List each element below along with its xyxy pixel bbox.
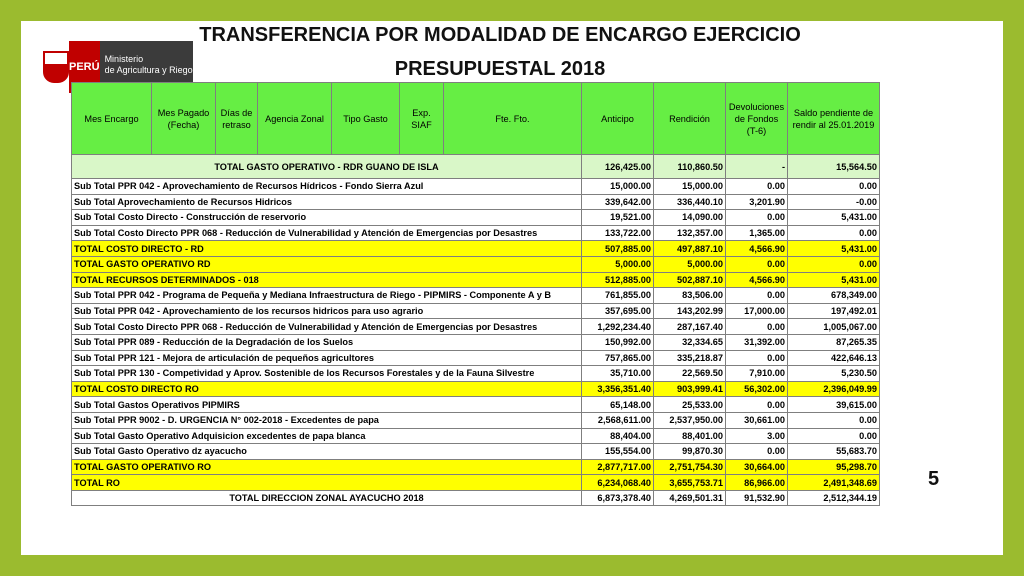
- cell-rendicion: 3,655,753.71: [654, 475, 726, 491]
- cell-devoluciones: 7,910.00: [726, 366, 788, 382]
- row-label: TOTAL GASTO OPERATIVO - RDR GUANO DE ISLA: [72, 155, 582, 179]
- header-saldo: Saldo pendiente de rendir al 25.01.2019: [788, 83, 880, 155]
- cell-devoluciones: 3.00: [726, 428, 788, 444]
- cell-anticipo: 6,234,068.40: [582, 475, 654, 491]
- cell-rendicion: 83,506.00: [654, 288, 726, 304]
- cell-rendicion: 25,533.00: [654, 397, 726, 413]
- cell-rendicion: 336,440.10: [654, 194, 726, 210]
- cell-devoluciones: 0.00: [726, 179, 788, 195]
- cell-rendicion: 88,401.00: [654, 428, 726, 444]
- report-table: [71, 82, 880, 506]
- cell-saldo: 0.00: [788, 256, 880, 272]
- table-row: [72, 303, 880, 319]
- row-label: TOTAL GASTO OPERATIVO RD: [72, 256, 582, 272]
- cell-rendicion: 287,167.40: [654, 319, 726, 335]
- row-label: Sub Total PPR 130 - Competividad y Aprov. Sostenible de los Recursos Forestales y de la Fauna Silvestre: [72, 366, 582, 382]
- cell-anticipo: 88,404.00: [582, 428, 654, 444]
- title-line-2: PRESUPUESTAL 2018: [394, 58, 606, 80]
- table-body: [72, 155, 880, 506]
- header-row: [72, 83, 880, 155]
- cell-anticipo: 155,554.00: [582, 444, 654, 460]
- cell-saldo: 1,005,067.00: [788, 319, 880, 335]
- cell-saldo: 0.00: [788, 225, 880, 241]
- title-line-1: TRANSFERENCIA POR MODALIDAD DE ENCARGO EJERCICIO: [199, 24, 801, 46]
- logo-country: PERÚ: [69, 41, 100, 93]
- cell-rendicion: 4,269,501.31: [654, 490, 726, 506]
- cell-devoluciones: 30,661.00: [726, 412, 788, 428]
- table-row: [72, 412, 880, 428]
- cell-anticipo: 2,877,717.00: [582, 459, 654, 475]
- cell-saldo: 15,564.50: [788, 155, 880, 179]
- table-row: [72, 350, 880, 366]
- row-label: Sub Total PPR 042 - Programa de Pequeña y Mediana Infraestructura de Riego - PIPMIRS - Componente A y B: [72, 288, 582, 304]
- cell-devoluciones: 0.00: [726, 210, 788, 226]
- row-label: TOTAL GASTO OPERATIVO RO: [72, 459, 582, 475]
- table-row: [72, 241, 880, 257]
- cell-devoluciones: 1,365.00: [726, 225, 788, 241]
- cell-anticipo: 507,885.00: [582, 241, 654, 257]
- header-dias-retraso: Días de retraso: [216, 83, 258, 155]
- cell-devoluciones: 4,566.90: [726, 241, 788, 257]
- cell-saldo: 2,512,344.19: [788, 490, 880, 506]
- row-label: Sub Total PPR 042 - Aprovechamiento de Recursos Hídricos - Fondo Sierra Azul: [72, 179, 582, 195]
- cell-saldo: 0.00: [788, 412, 880, 428]
- row-label: TOTAL COSTO DIRECTO - RD: [72, 241, 582, 257]
- cell-devoluciones: 0.00: [726, 444, 788, 460]
- row-label: TOTAL RECURSOS DETERMINADOS - 018: [72, 272, 582, 288]
- cell-anticipo: 65,148.00: [582, 397, 654, 413]
- cell-anticipo: 126,425.00: [582, 155, 654, 179]
- cell-saldo: 0.00: [788, 428, 880, 444]
- row-label: Sub Total PPR 042 - Aprovechamiento de los recursos hidricos para uso agrario: [72, 303, 582, 319]
- cell-rendicion: 335,218.87: [654, 350, 726, 366]
- row-label: Sub Total PPR 9002 - D. URGENCIA N° 002-2018 - Excedentes de papa: [72, 412, 582, 428]
- header-mes-pagado: Mes Pagado (Fecha): [152, 83, 216, 155]
- row-label: Sub Total Costo Directo - Construcción de reservorio: [72, 210, 582, 226]
- cell-rendicion: 99,870.30: [654, 444, 726, 460]
- row-label: Sub Total Aprovechamiento de Recursos Hidricos: [72, 194, 582, 210]
- cell-saldo: 0.00: [788, 179, 880, 195]
- table-row: [72, 288, 880, 304]
- table-row: [72, 459, 880, 475]
- table-row: [72, 381, 880, 397]
- table-row: [72, 179, 880, 195]
- cell-saldo: -0.00: [788, 194, 880, 210]
- cell-rendicion: 132,357.00: [654, 225, 726, 241]
- cell-devoluciones: 86,966.00: [726, 475, 788, 491]
- table-row: [72, 444, 880, 460]
- row-label: Sub Total Costo Directo PPR 068 - Reducción de Vulnerabilidad y Atención de Emergencias por Desastres: [72, 225, 582, 241]
- page-title: [150, 18, 850, 86]
- header-exp-siaf: Exp. SIAF: [400, 83, 444, 155]
- table-row: [72, 256, 880, 272]
- header-mes-encargo: Mes Encargo: [72, 83, 152, 155]
- row-label: TOTAL RO: [72, 475, 582, 491]
- cell-saldo: 5,431.00: [788, 272, 880, 288]
- header-agencia-zonal: Agencia Zonal: [258, 83, 332, 155]
- table-row: [72, 155, 880, 179]
- report-table-container: [71, 82, 879, 506]
- cell-devoluciones: 31,392.00: [726, 334, 788, 350]
- page-number: 5: [928, 468, 940, 490]
- table-row: [72, 225, 880, 241]
- cell-saldo: 5,431.00: [788, 210, 880, 226]
- cell-rendicion: 2,751,754.30: [654, 459, 726, 475]
- cell-saldo: 678,349.00: [788, 288, 880, 304]
- cell-anticipo: 1,292,234.40: [582, 319, 654, 335]
- cell-rendicion: 22,569.50: [654, 366, 726, 382]
- table-row: [72, 210, 880, 226]
- header-anticipo: Anticipo: [582, 83, 654, 155]
- table-row: [72, 334, 880, 350]
- cell-rendicion: 502,887.10: [654, 272, 726, 288]
- table-row: [72, 428, 880, 444]
- cell-anticipo: 5,000.00: [582, 256, 654, 272]
- row-label: Sub Total Gasto Operativo Adquisicion excedentes de papa blanca: [72, 428, 582, 444]
- table-row: [72, 397, 880, 413]
- cell-saldo: 2,491,348.69: [788, 475, 880, 491]
- header-tipo-gasto: Tipo Gasto: [332, 83, 400, 155]
- row-label: Sub Total Gasto Operativo dz ayacucho: [72, 444, 582, 460]
- row-label: TOTAL DIRECCION ZONAL AYACUCHO 2018: [72, 490, 582, 506]
- cell-anticipo: 6,873,378.40: [582, 490, 654, 506]
- cell-anticipo: 757,865.00: [582, 350, 654, 366]
- cell-devoluciones: -: [726, 155, 788, 179]
- cell-saldo: 39,615.00: [788, 397, 880, 413]
- header-rendicion: Rendición: [654, 83, 726, 155]
- cell-anticipo: 512,885.00: [582, 272, 654, 288]
- cell-rendicion: 32,334.65: [654, 334, 726, 350]
- cell-rendicion: 497,887.10: [654, 241, 726, 257]
- cell-rendicion: 110,860.50: [654, 155, 726, 179]
- header-devoluciones: Devoluciones de Fondos (T-6): [726, 83, 788, 155]
- cell-saldo: 95,298.70: [788, 459, 880, 475]
- cell-saldo: 5,230.50: [788, 366, 880, 382]
- cell-anticipo: 3,356,351.40: [582, 381, 654, 397]
- cell-saldo: 55,683.70: [788, 444, 880, 460]
- cell-devoluciones: 91,532.90: [726, 490, 788, 506]
- cell-anticipo: 133,722.00: [582, 225, 654, 241]
- row-label: Sub Total PPR 121 - Mejora de articulación de pequeños agricultores: [72, 350, 582, 366]
- cell-saldo: 2,396,049.99: [788, 381, 880, 397]
- header-fte-fto: Fte. Fto.: [444, 83, 582, 155]
- cell-anticipo: 357,695.00: [582, 303, 654, 319]
- cell-devoluciones: 3,201.90: [726, 194, 788, 210]
- cell-rendicion: 2,537,950.00: [654, 412, 726, 428]
- cell-saldo: 87,265.35: [788, 334, 880, 350]
- cell-rendicion: 14,090.00: [654, 210, 726, 226]
- cell-anticipo: 2,568,611.00: [582, 412, 654, 428]
- row-label: TOTAL COSTO DIRECTO RO: [72, 381, 582, 397]
- logo-line-2: de Agricultura y Riego: [104, 65, 193, 75]
- cell-saldo: 197,492.01: [788, 303, 880, 319]
- cell-anticipo: 339,642.00: [582, 194, 654, 210]
- cell-devoluciones: 56,302.00: [726, 381, 788, 397]
- table-row: [72, 194, 880, 210]
- table-row: [72, 366, 880, 382]
- cell-anticipo: 19,521.00: [582, 210, 654, 226]
- cell-devoluciones: 0.00: [726, 319, 788, 335]
- coat-of-arms-icon: [43, 41, 69, 93]
- cell-devoluciones: 30,664.00: [726, 459, 788, 475]
- cell-anticipo: 761,855.00: [582, 288, 654, 304]
- table-row: [72, 319, 880, 335]
- cell-saldo: 5,431.00: [788, 241, 880, 257]
- cell-devoluciones: 0.00: [726, 397, 788, 413]
- cell-devoluciones: 17,000.00: [726, 303, 788, 319]
- cell-anticipo: 15,000.00: [582, 179, 654, 195]
- cell-devoluciones: 0.00: [726, 256, 788, 272]
- cell-rendicion: 903,999.41: [654, 381, 726, 397]
- cell-devoluciones: 4,566.90: [726, 272, 788, 288]
- table-row: [72, 475, 880, 491]
- cell-devoluciones: 0.00: [726, 350, 788, 366]
- cell-devoluciones: 0.00: [726, 288, 788, 304]
- row-label: Sub Total Gastos Operativos PIPMIRS: [72, 397, 582, 413]
- logo-line-1: Ministerio: [104, 54, 144, 64]
- cell-anticipo: 150,992.00: [582, 334, 654, 350]
- row-label: Sub Total Costo Directo PPR 068 - Reducción de Vulnerabilidad y Atención de Emergencias por Desastres: [72, 319, 582, 335]
- cell-rendicion: 15,000.00: [654, 179, 726, 195]
- row-label: Sub Total PPR 089 - Reducción de la Degradación de los Suelos: [72, 334, 582, 350]
- cell-saldo: 422,646.13: [788, 350, 880, 366]
- cell-anticipo: 35,710.00: [582, 366, 654, 382]
- table-row: [72, 490, 880, 506]
- table-row: [72, 272, 880, 288]
- cell-rendicion: 143,202.99: [654, 303, 726, 319]
- cell-rendicion: 5,000.00: [654, 256, 726, 272]
